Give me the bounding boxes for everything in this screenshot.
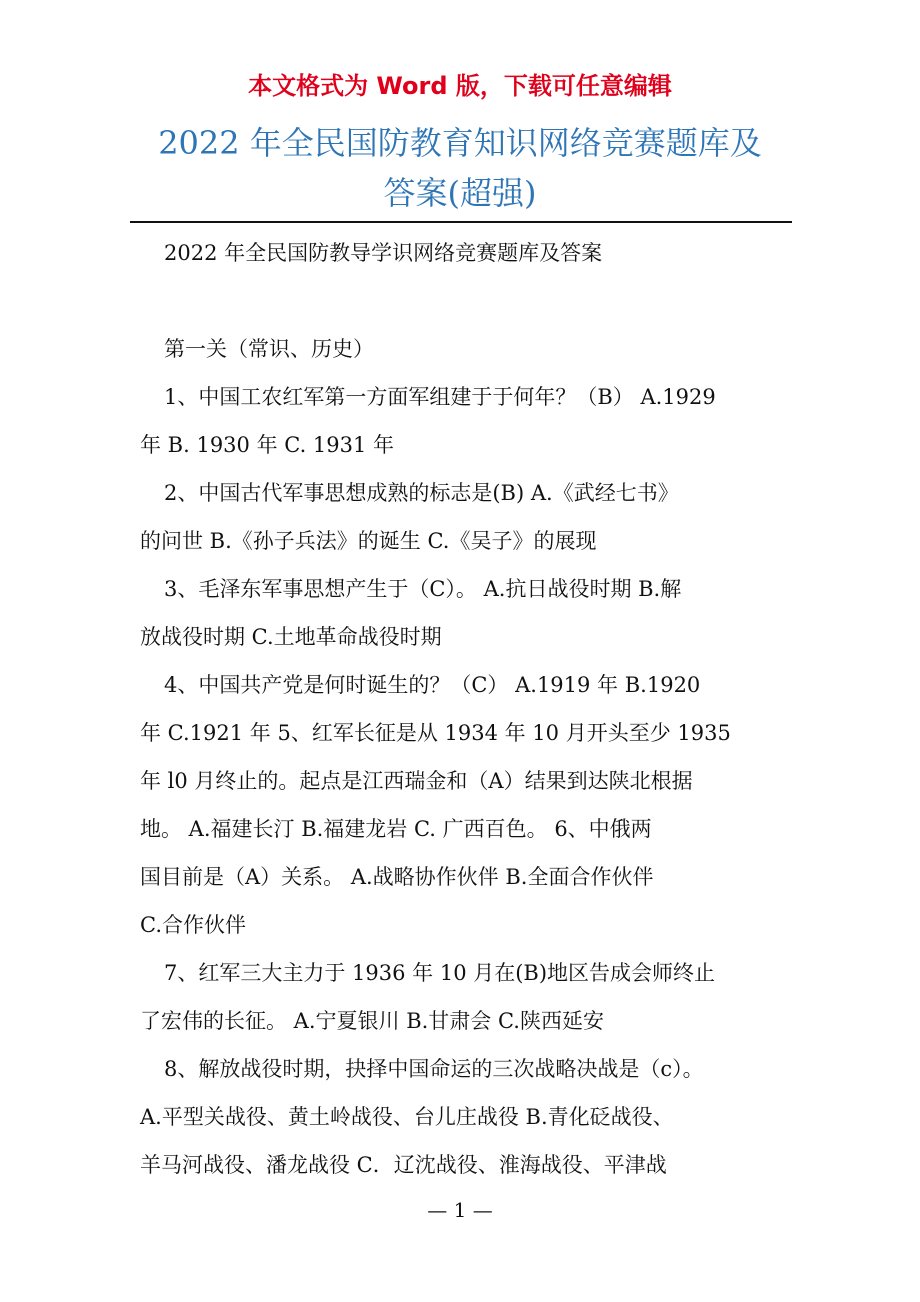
question-line: 1、中国工农红军第一方面军组建于于何年？（B） A.1929 bbox=[164, 385, 716, 409]
question-line: A.平型关战役、黄土岭战役、台儿庄战役 B.青化砭战役、 bbox=[140, 1105, 674, 1129]
page-number: — 1 — bbox=[427, 1198, 493, 1222]
document-title bbox=[130, 118, 790, 218]
question-4-6 bbox=[140, 661, 790, 949]
question-line: C.合作伙伴 bbox=[140, 913, 246, 937]
question-line: 2、中国古代军事思想成熟的标志是(B) A.《武经七书》 bbox=[164, 481, 679, 505]
title-line-2: 答案(超强) bbox=[383, 174, 537, 212]
question-line: 了宏伟的长征。 A.宁夏银川 B.甘肃会 C.陕西延安 bbox=[140, 1009, 604, 1033]
question-7 bbox=[140, 949, 790, 1045]
question-line: 年 B. 1930 年 C. 1931 年 bbox=[140, 433, 395, 457]
download-notice: 本文格式为 Word 版，下载可任意编辑 bbox=[248, 72, 672, 100]
question-line: 3、毛泽东军事思想产生于（C）。 A.抗日战役时期 B.解 bbox=[164, 577, 682, 601]
question-line: 8、解放战役时期，抉择中国命运的三次战略决战是（c）。 bbox=[164, 1057, 704, 1081]
question-line: 的问世 B.《孙子兵法》的诞生 C.《吴子》的展现 bbox=[140, 529, 597, 553]
question-line: 放战役时期 C.土地革命战役时期 bbox=[140, 625, 442, 649]
question-line: 7、红军三大主力于 1936 年 10 月在(B)地区告成会师终止 bbox=[164, 961, 716, 985]
section-heading bbox=[140, 325, 790, 373]
question-line: 4、中国共产党是何时诞生的？（C） A.1919 年 B.1920 bbox=[164, 673, 701, 697]
title-line-1: 2022 年全民国防教育知识网络竞赛题库及 bbox=[158, 124, 762, 162]
question-1 bbox=[140, 373, 790, 469]
section-heading-text: 第一关（常识、历史） bbox=[164, 337, 374, 361]
question-line: 羊马河战役、潘龙战役 C．辽沈战役、淮海战役、平津战 bbox=[140, 1153, 667, 1177]
document-subtitle bbox=[140, 229, 790, 277]
question-2 bbox=[140, 469, 790, 565]
question-line: 国目前是（A）关系。 A.战略协作伙伴 B.全面合作伙伴 bbox=[140, 865, 654, 889]
question-8 bbox=[140, 1045, 790, 1189]
question-3 bbox=[140, 565, 790, 661]
question-line: 年 C.1921 年 5、红军长征是从 1934 年 10 月开头至少 1935 bbox=[140, 721, 731, 745]
title-divider bbox=[130, 221, 792, 223]
question-line: 地。 A.福建长汀 B.福建龙岩 C. 广西百色。 6、中俄两 bbox=[140, 817, 652, 841]
subtitle-text: 2022 年全民国防教导学识网络竞赛题库及答案 bbox=[164, 241, 603, 265]
question-line: 年 l0 月终止的。起点是江西瑞金和（A）结果到达陕北根据 bbox=[140, 769, 693, 793]
